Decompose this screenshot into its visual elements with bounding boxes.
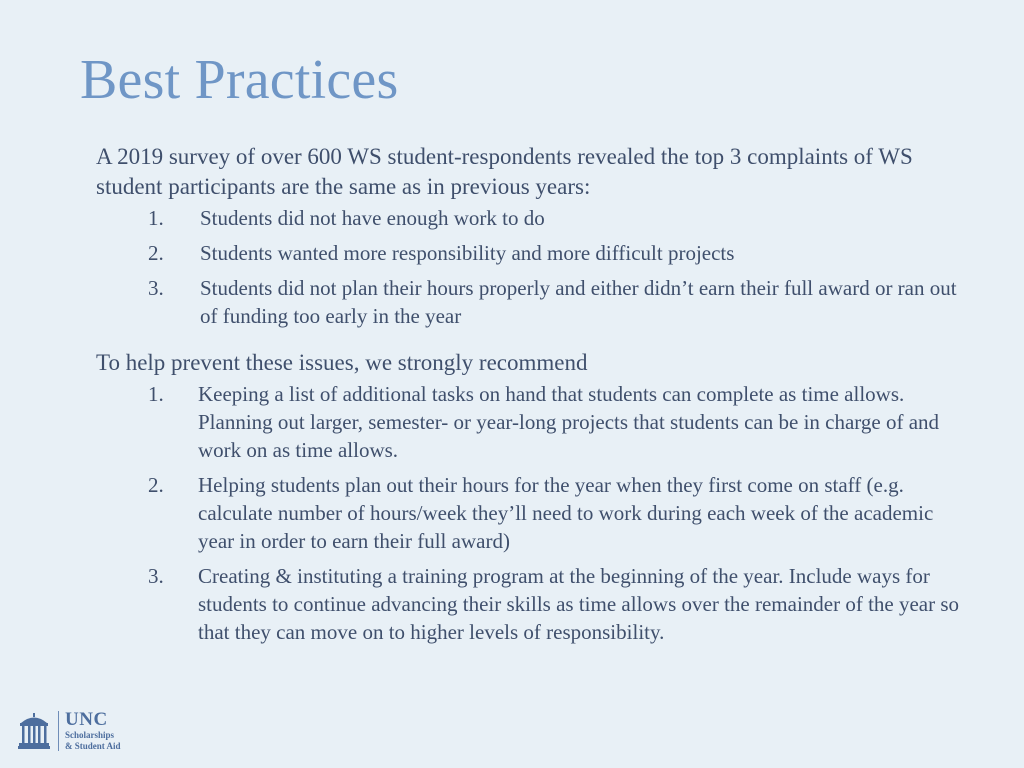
logo-line1: Scholarships <box>65 730 115 740</box>
list-number: 2. <box>148 473 164 497</box>
list-item <box>96 204 966 232</box>
list-item <box>96 471 966 555</box>
logo-divider <box>58 711 59 751</box>
list-item <box>96 274 966 330</box>
old-well-icon <box>18 711 50 751</box>
list-item <box>96 380 966 464</box>
slide-title: Best Practices <box>80 49 399 111</box>
logo-name: UNC <box>65 709 108 730</box>
list-text: Keeping a list of additional tasks on hand that students can complete as time allows. Planning out larger, semester- or year-long projects that students can be in charge of and work on as time allows. <box>198 382 940 462</box>
slide-body <box>96 142 966 653</box>
list-text: Creating & instituting a training program at the beginning of the year. Include ways for students to continue advancing their skills as time allows over the remainder of the year so that they can move on to higher levels of responsibility. <box>198 564 960 644</box>
list-text: Students did not plan their hours properly and either didn’t earn their full award or ran out of funding too early in the year <box>200 276 957 328</box>
unc-logo <box>18 708 121 754</box>
recommend-heading: To help prevent these issues, we strongly recommend <box>96 350 588 375</box>
list-item <box>96 239 966 267</box>
list-number: 1. <box>148 206 164 230</box>
list-number: 2. <box>148 241 164 265</box>
complaints-list <box>96 204 966 330</box>
list-item <box>96 562 966 646</box>
logo-line2: & Student Aid <box>65 741 121 751</box>
list-text: Students wanted more responsibility and more difficult projects <box>200 241 735 265</box>
list-number: 3. <box>148 276 164 300</box>
list-number: 1. <box>148 382 164 406</box>
list-text: Students did not have enough work to do <box>200 206 545 230</box>
survey-intro: A 2019 survey of over 600 WS student-respondents revealed the top 3 complaints of WS student participants are the same as in previous years: <box>96 144 913 199</box>
recommendations-list <box>96 380 966 646</box>
list-number: 3. <box>148 564 164 588</box>
list-text: Helping students plan out their hours for the year when they first come on staff (e.g. calculate number of hours/week they’ll need to work during each week of the academic year in order to earn their full award) <box>198 473 934 553</box>
